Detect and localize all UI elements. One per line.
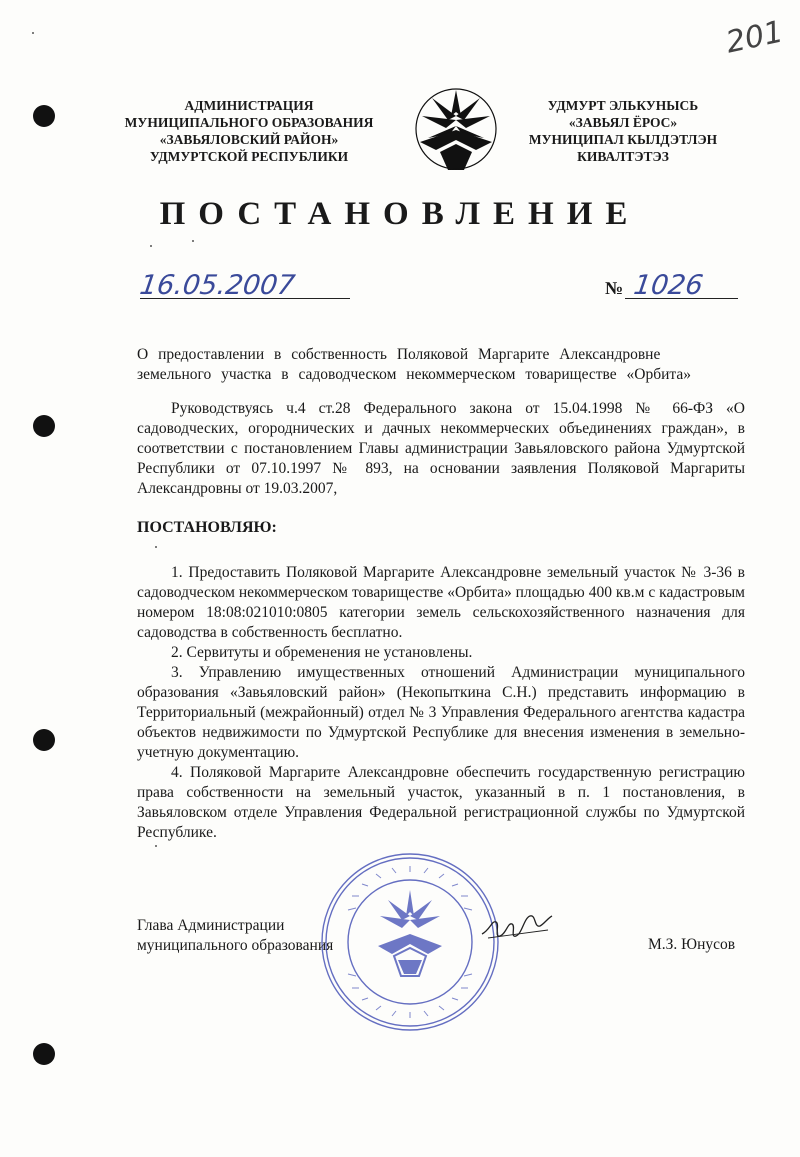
number-label: № bbox=[605, 278, 624, 298]
decree-item: 4. Поляковой Маргарите Александровне обеспечить государственную регистрацию права собственности на земельный участок, указанный в п. 1 постановления, в Завьяловском отделе Управления Федеральной регистрационной службы по Удмуртской Республике. bbox=[137, 764, 745, 841]
binder-hole bbox=[33, 415, 55, 437]
header-left-line: УДМУРТСКОЙ РЕСПУБЛИКИ bbox=[149, 149, 349, 164]
handwritten-signature bbox=[478, 908, 558, 948]
scan-dot bbox=[32, 32, 34, 34]
decree-heading: ПОСТАНОВЛЯЮ: bbox=[137, 519, 277, 536]
decree-items bbox=[137, 563, 745, 843]
subject-line: земельного участка в садоводческом некоммерческом товариществе «Орбита» bbox=[137, 366, 691, 383]
signature-position-line: муниципального образования bbox=[137, 937, 334, 954]
header-right-line: МУНИЦИПАЛ КЫЛДЭТЛЭН bbox=[528, 132, 718, 147]
scan-dot bbox=[192, 240, 194, 242]
document-subject bbox=[137, 345, 737, 385]
signature-position-line: Глава Администрации bbox=[137, 917, 285, 934]
header-left-line: «ЗАВЬЯЛОВСКИЙ РАЙОН» bbox=[159, 132, 339, 147]
subject-line: О предоставлении в собственность Поляковой Маргарите Александровне bbox=[137, 346, 661, 363]
preamble-paragraph: Руководствуясь ч.4 ст.28 Федерального закона от 15.04.1998 № 66-ФЗ «О садоводческих, огороднических и дачных некоммерческих объединениях граждан», в соответствии с постановлением Главы администрации Завьяловского района Удмуртской Республики от 07.10.1997 № 893, на основании заявления Поляковой Маргариты Александровны от 19.03.2007, bbox=[137, 400, 745, 497]
header-right-line: КИВАЛТЭТЭЗ bbox=[577, 149, 669, 164]
scan-dot bbox=[150, 245, 152, 247]
coat-of-arms-emblem bbox=[414, 86, 498, 172]
document-title: ПОСТАНОВЛЕНИЕ bbox=[159, 196, 641, 232]
date-underline bbox=[140, 298, 350, 299]
header-right-line: УДМУРТ ЭЛЬКУНЫСЬ bbox=[547, 98, 699, 113]
header-left-block bbox=[118, 97, 380, 165]
binder-hole bbox=[33, 1043, 55, 1065]
header-left-line: МУНИЦИПАЛЬНОГО ОБРАЗОВАНИЯ bbox=[124, 115, 374, 130]
header-right-line: «ЗАВЬЯЛ ЁРОС» bbox=[568, 115, 678, 130]
handwritten-page-number: 201 bbox=[722, 14, 787, 61]
official-seal-stamp bbox=[318, 850, 503, 1035]
signatory-name: М.З. Юнусов bbox=[648, 936, 736, 953]
header-left-line: АДМИНИСТРАЦИЯ bbox=[184, 98, 314, 113]
binder-hole bbox=[33, 105, 55, 127]
signature-position bbox=[137, 916, 333, 956]
scan-dot bbox=[155, 845, 157, 847]
binder-hole bbox=[33, 729, 55, 751]
decree-item: 1. Предоставить Поляковой Маргарите Александровне земельный участок № 3-36 в садоводческом некоммерческом товариществе «Орбита» площадью 400 кв.м с кадастровым номером 18:08:021010:0805 категории земель сельскохозяйственного назначения для садоводства в собственность бесплатно. bbox=[137, 564, 745, 641]
handwritten-date: 16.05.2007 bbox=[137, 270, 297, 301]
decree-item: 2. Сервитуты и обременения не установлены. bbox=[171, 644, 473, 661]
number-underline bbox=[625, 298, 738, 299]
handwritten-number: 1026 bbox=[631, 270, 705, 301]
header-right-block bbox=[528, 97, 718, 165]
scan-dot bbox=[155, 546, 157, 548]
decree-item: 3. Управлению имущественных отношений Администрации муниципального образования «Завьяловский район» (Некопыткина С.Н.) представить информацию в Территориальный (межрайонный) отдел № 3 Управления Федерального агентства кадастра объектов недвижимости по Удмуртской Республике для внесения изменения в земельно-учетную документацию. bbox=[137, 664, 745, 761]
